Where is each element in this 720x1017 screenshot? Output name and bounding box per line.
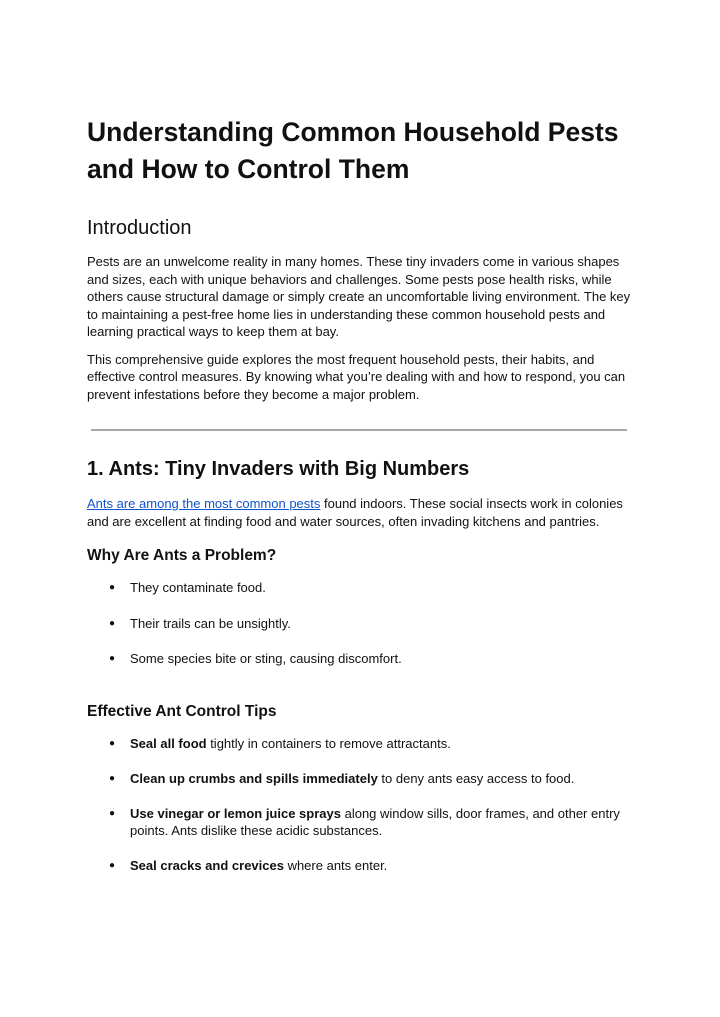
list-item (87, 735, 635, 753)
ant-control-tips-heading: Effective Ant Control Tips (87, 702, 277, 720)
list-item-text: They contaminate food. (130, 580, 266, 595)
ants-paragraph-text: found indoors. These social insects work in colonies and are excellent at finding food and water sources, often invading kitchens and pantries. (87, 496, 623, 529)
bullet-icon: ● (109, 737, 116, 749)
intro-paragraph-2: This comprehensive guide explores the most frequent household pests, their habits, and effective control measures. By knowing what you’re dealing with and how to respond, you can prevent infestations before they become a major problem. (87, 351, 626, 402)
list-item-text: Their trails can be unsightly. (130, 615, 291, 631)
bullet-icon: ● (109, 582, 116, 593)
bullet-icon: ● (109, 807, 116, 819)
list-item (87, 650, 635, 668)
ants-common-pests-link[interactable]: Ants are among the most common pests (87, 496, 321, 511)
tip-text: along window sills, door frames, and other entry points. Ants dislike these acidic substances. (130, 805, 620, 838)
document-title: Understanding Common Household Pests and How to Control Them (87, 117, 619, 184)
list-item (87, 805, 635, 840)
tip-text: tightly in containers to remove attractants. (206, 735, 451, 751)
list-item (87, 579, 635, 597)
list-item-text: Some species bite or sting, causing discomfort. (130, 651, 402, 666)
ants-section-heading: 1. Ants: Tiny Invaders with Big Numbers (87, 458, 470, 480)
bullet-icon: ● (109, 772, 116, 784)
intro-paragraph-1: Pests are an unwelcome reality in many homes. These tiny invaders come in various shapes and sizes, each with unique behaviors and challenges. Some pests pose health risks, while others cause structural damage or simply create an uncomfortable living environment. The key to maintaining a pest-free home lies in understanding these common household pests and learning practical ways to keep them at bay. (87, 254, 631, 339)
bullet-icon: ● (109, 860, 116, 871)
intro-heading: Introduction (87, 217, 192, 239)
bullet-icon: ● (109, 653, 116, 664)
tip-bold-text: Use vinegar or lemon juice sprays (130, 805, 341, 821)
list-item (87, 857, 635, 875)
ant-control-tips-list (87, 735, 635, 875)
tip-bold-text: Seal cracks and crevices (130, 858, 284, 873)
ants-paragraph (87, 495, 635, 530)
section-divider (91, 429, 627, 431)
tip-bold-text: Seal all food (130, 735, 207, 751)
tip-text: to deny ants easy access to food. (377, 770, 575, 786)
why-ants-list (87, 579, 635, 668)
list-item (87, 770, 635, 788)
tip-bold-text: Clean up crumbs and spills immediately (130, 770, 378, 786)
tip-text: where ants enter. (283, 858, 388, 873)
document-page (87, 114, 635, 875)
why-ants-heading: Why Are Ants a Problem? (87, 547, 277, 564)
list-item (87, 615, 635, 633)
bullet-icon: ● (109, 617, 116, 629)
